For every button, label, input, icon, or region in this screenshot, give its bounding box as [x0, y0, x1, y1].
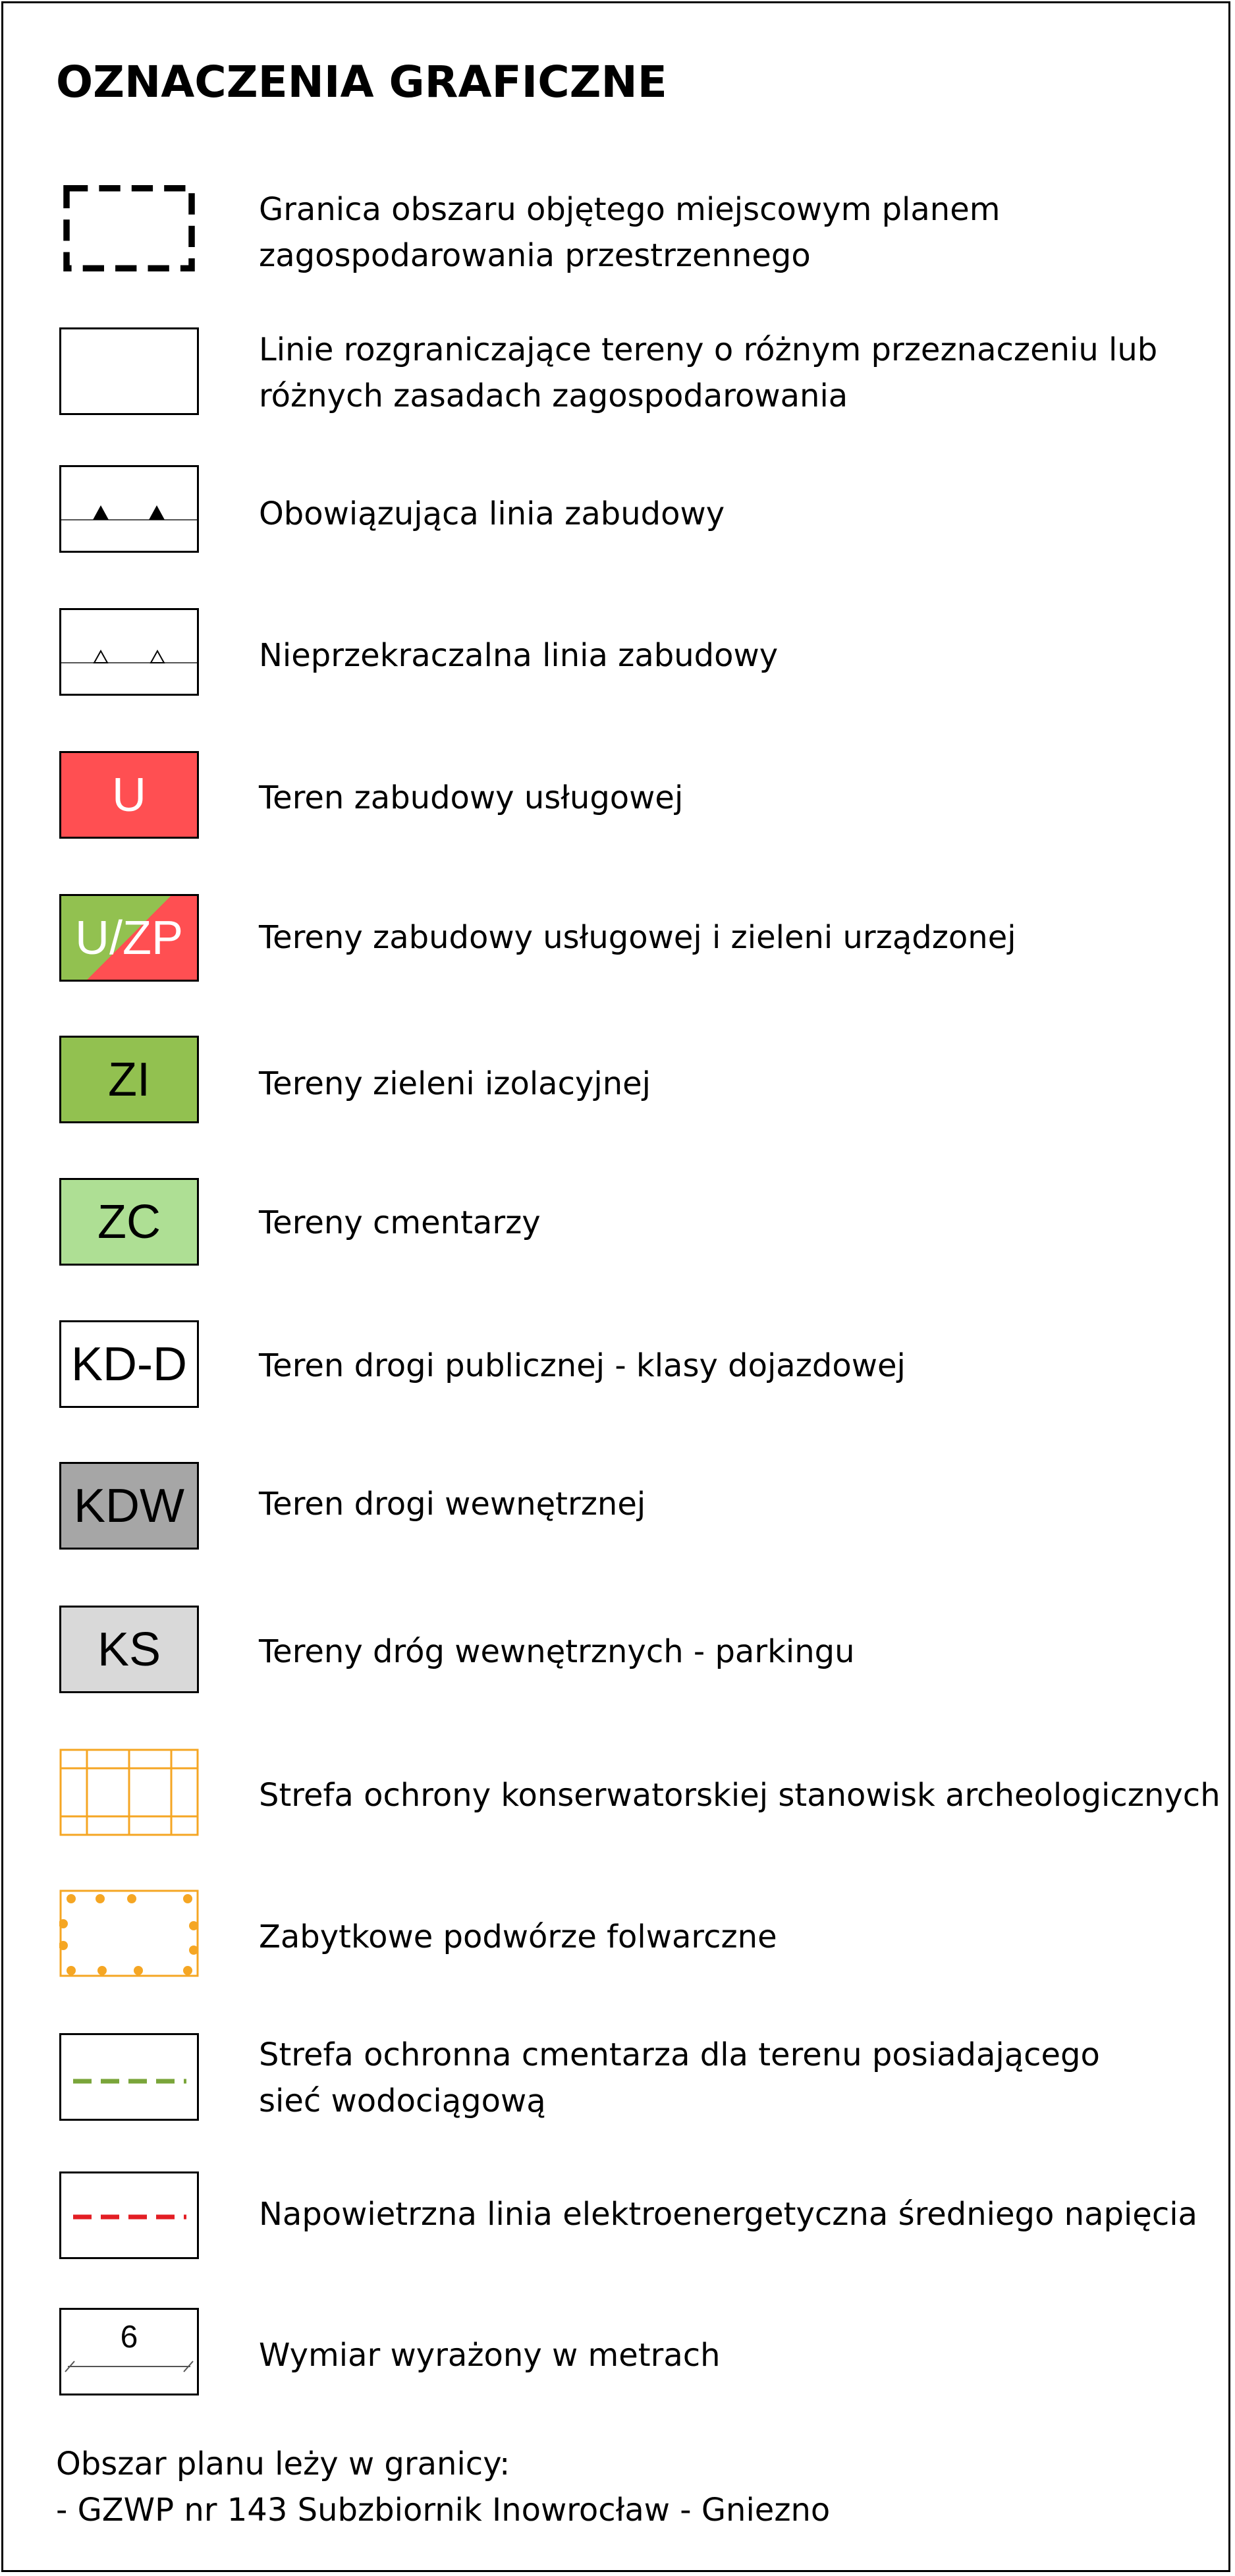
footer-note: [56, 2441, 830, 2533]
legend-label-demarcation-lines: Linie rozgraniczające tereny o różnym przeznaczeniu lub różnych zasadach zagospodarowania: [259, 331, 1158, 414]
legend-title: OZNACZENIA GRAFICZNE: [56, 57, 667, 107]
footer-line-1: Obszar planu leży w granicy:: [56, 2446, 510, 2482]
code-kd-d: KD-D: [71, 1337, 187, 1391]
archaeological-zone-symbol: [59, 1749, 199, 1836]
symbol-kd-d: [59, 1320, 199, 1408]
legend-label-zi: Tereny zieleni izolacyjnej: [259, 1065, 651, 1102]
nonexceedable-building-line-symbol: [59, 608, 199, 696]
legend-label-kdw: Teren drogi wewnętrznej: [259, 1486, 646, 1523]
symbol-zc: [59, 1178, 199, 1266]
code-u: U: [112, 768, 146, 822]
cemetery-protection-zone-symbol: [59, 2033, 199, 2121]
power-line-symbol: [59, 2171, 199, 2259]
legend-label-kd-d: Teren drogi publicznej - klasy dojazdowej: [259, 1347, 906, 1384]
legend-label-plan-boundary: Granica obszaru objętego miejscowym planem zagospodarowania przestrzennego: [259, 191, 1001, 274]
symbol-kdw: [59, 1462, 199, 1550]
legend-label-mandatory-building-line: Obowiązująca linia zabudowy: [259, 495, 725, 532]
symbol-u: [59, 751, 199, 839]
symbol-zi: [59, 1036, 199, 1123]
footer-line-2: - GZWP nr 143 Subzbiornik Inowrocław - Gniezno: [56, 2492, 831, 2529]
legend-label-ks: Tereny dróg wewnętrznych - parkingu: [259, 1633, 855, 1670]
legend-label-u-zp: Tereny zabudowy usługowej i zieleni urządzonej: [259, 919, 1016, 956]
code-kdw: KDW: [74, 1479, 184, 1532]
code-zc: ZC: [97, 1195, 161, 1248]
dimension-symbol: [59, 2308, 199, 2395]
code-u-zp: U/ZP: [74, 911, 183, 965]
legend-label-archaeological-zone: Strefa ochrony konserwatorskiej stanowisk archeologicznych: [259, 1777, 1221, 1814]
plain-box-symbol: [59, 327, 199, 415]
legend-label-power-line: Napowietrzna linia elektroenergetyczna średniego napięcia: [259, 2196, 1197, 2233]
legend-label-historic-courtyard: Zabytkowe podwórze folwarczne: [259, 1918, 777, 1955]
dimension-value: 6: [120, 2320, 138, 2355]
mandatory-building-line-symbol: [59, 465, 199, 553]
symbol-ks: [59, 1606, 199, 1693]
legend-label-dimension: Wymiar wyrażony w metrach: [259, 2337, 721, 2374]
symbol-u-zp: [59, 894, 199, 982]
legend-label-u: Teren zabudowy usługowej: [259, 779, 684, 816]
historic-courtyard-symbol: [59, 1890, 199, 1977]
legend-label-cemetery-protection-zone: Strefa ochronna cmentarza dla terenu posiadającego sieć wodociągową: [259, 2036, 1100, 2119]
code-ks: KS: [97, 1623, 161, 1676]
legend-label-nonexceedable-building-line: Nieprzekraczalna linia zabudowy: [259, 637, 779, 674]
dashed-boundary-symbol: [59, 184, 199, 272]
legend-label-zc: Tereny cmentarzy: [259, 1204, 541, 1241]
code-zi: ZI: [108, 1053, 150, 1106]
